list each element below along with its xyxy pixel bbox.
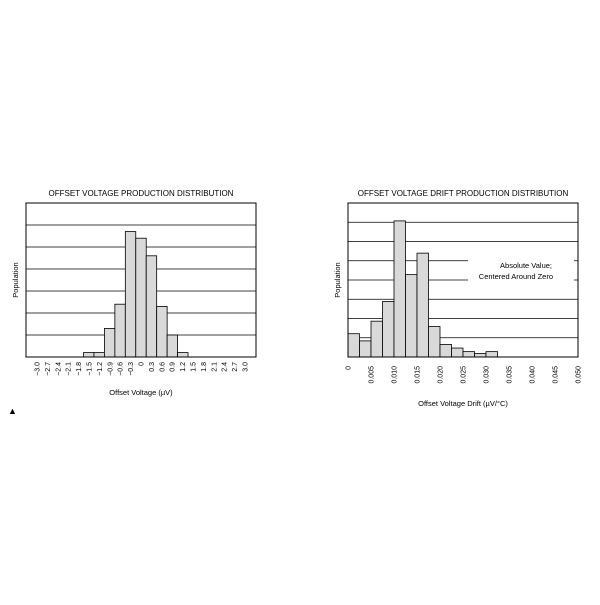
histogram-bar (136, 238, 146, 357)
x-tick-label: −3.0 (34, 362, 42, 376)
chart1-title: OFFSET VOLTAGE PRODUCTION DISTRIBUTION (48, 189, 234, 198)
x-tick-label: 2.4 (221, 362, 229, 372)
x-tick-label: 0.020 (437, 366, 445, 384)
histogram-bar (440, 344, 452, 357)
x-tick-label: 0 (345, 366, 353, 370)
chart2-annotation-line1: Absolute Value; (500, 261, 552, 270)
x-tick-label: 0.045 (552, 366, 560, 384)
histogram-bar (104, 328, 114, 357)
histogram-bar (371, 321, 383, 357)
histogram-bar (167, 335, 177, 357)
histogram-bar (406, 275, 418, 357)
chart2-annotation (468, 258, 574, 284)
histogram-bar (463, 352, 475, 357)
x-tick-label: −2.4 (55, 362, 63, 376)
x-tick-label: −2.1 (65, 362, 73, 376)
chart2-x-tick-labels (346, 366, 583, 384)
x-tick-label: 1.5 (190, 362, 198, 372)
x-tick-label: −2.7 (44, 362, 52, 376)
x-tick-label: 0.015 (414, 366, 422, 384)
x-tick-label: −0.3 (128, 362, 136, 376)
histogram-bar (178, 353, 188, 357)
x-tick-label: 0.010 (391, 366, 399, 384)
x-tick-label: −1.5 (86, 362, 94, 376)
x-tick-label: 2.1 (211, 362, 219, 372)
x-tick-label: 1.8 (200, 362, 208, 372)
offset-voltage-chart (11, 189, 256, 397)
histogram-bar (486, 352, 498, 357)
chart1-bars (84, 232, 189, 357)
x-tick-label: 0.025 (460, 366, 468, 384)
x-tick-label: 0.3 (148, 362, 156, 372)
histogram-bar (417, 253, 429, 357)
histogram-bar (157, 306, 167, 357)
histogram-bar (452, 348, 464, 357)
x-tick-label: 2.7 (232, 362, 240, 372)
histogram-bar (125, 232, 135, 357)
chart2-x-axis-label: Offset Voltage Drift (µV/°C) (418, 399, 508, 408)
histogram-bar (348, 334, 360, 357)
histogram-bar (475, 353, 487, 357)
histogram-bar (394, 221, 406, 357)
marker-triangle: ▲ (8, 406, 17, 416)
x-tick-label: 0 (138, 362, 146, 366)
x-tick-label: 0.005 (368, 366, 376, 384)
histogram-bar (429, 327, 441, 357)
offset-voltage-drift-chart (333, 189, 583, 408)
x-tick-label: −0.9 (107, 362, 115, 376)
x-tick-label: 0.035 (506, 366, 514, 384)
x-tick-label: 3.0 (242, 362, 250, 372)
chart2-title: OFFSET VOLTAGE DRIFT PRODUCTION DISTRIBUTION (357, 189, 569, 198)
x-tick-label: 0.040 (529, 366, 537, 384)
x-tick-label: −1.8 (76, 362, 84, 376)
histogram-bar (360, 341, 372, 357)
histogram-bar (115, 304, 125, 357)
chart1-y-axis-label: Population (11, 262, 20, 298)
histogram-bar (94, 353, 104, 357)
x-tick-label: 0.030 (483, 366, 491, 384)
x-tick-label: 0.9 (169, 362, 177, 372)
x-tick-label: −0.6 (117, 362, 125, 376)
histogram-bar (146, 256, 156, 357)
histogram-bar (383, 301, 395, 357)
x-tick-label: 0.6 (159, 362, 167, 372)
histogram-bar (84, 353, 94, 357)
chart2-y-axis-label: Population (333, 262, 342, 298)
x-tick-label: −1.2 (96, 362, 104, 376)
chart1-x-tick-labels (35, 362, 250, 376)
x-tick-label: 0.050 (575, 366, 583, 384)
chart1-x-axis-label: Offset Voltage (µV) (109, 388, 173, 397)
chart2-annotation-line2: Centered Around Zero (478, 272, 553, 281)
x-tick-label: 1.2 (180, 362, 188, 372)
